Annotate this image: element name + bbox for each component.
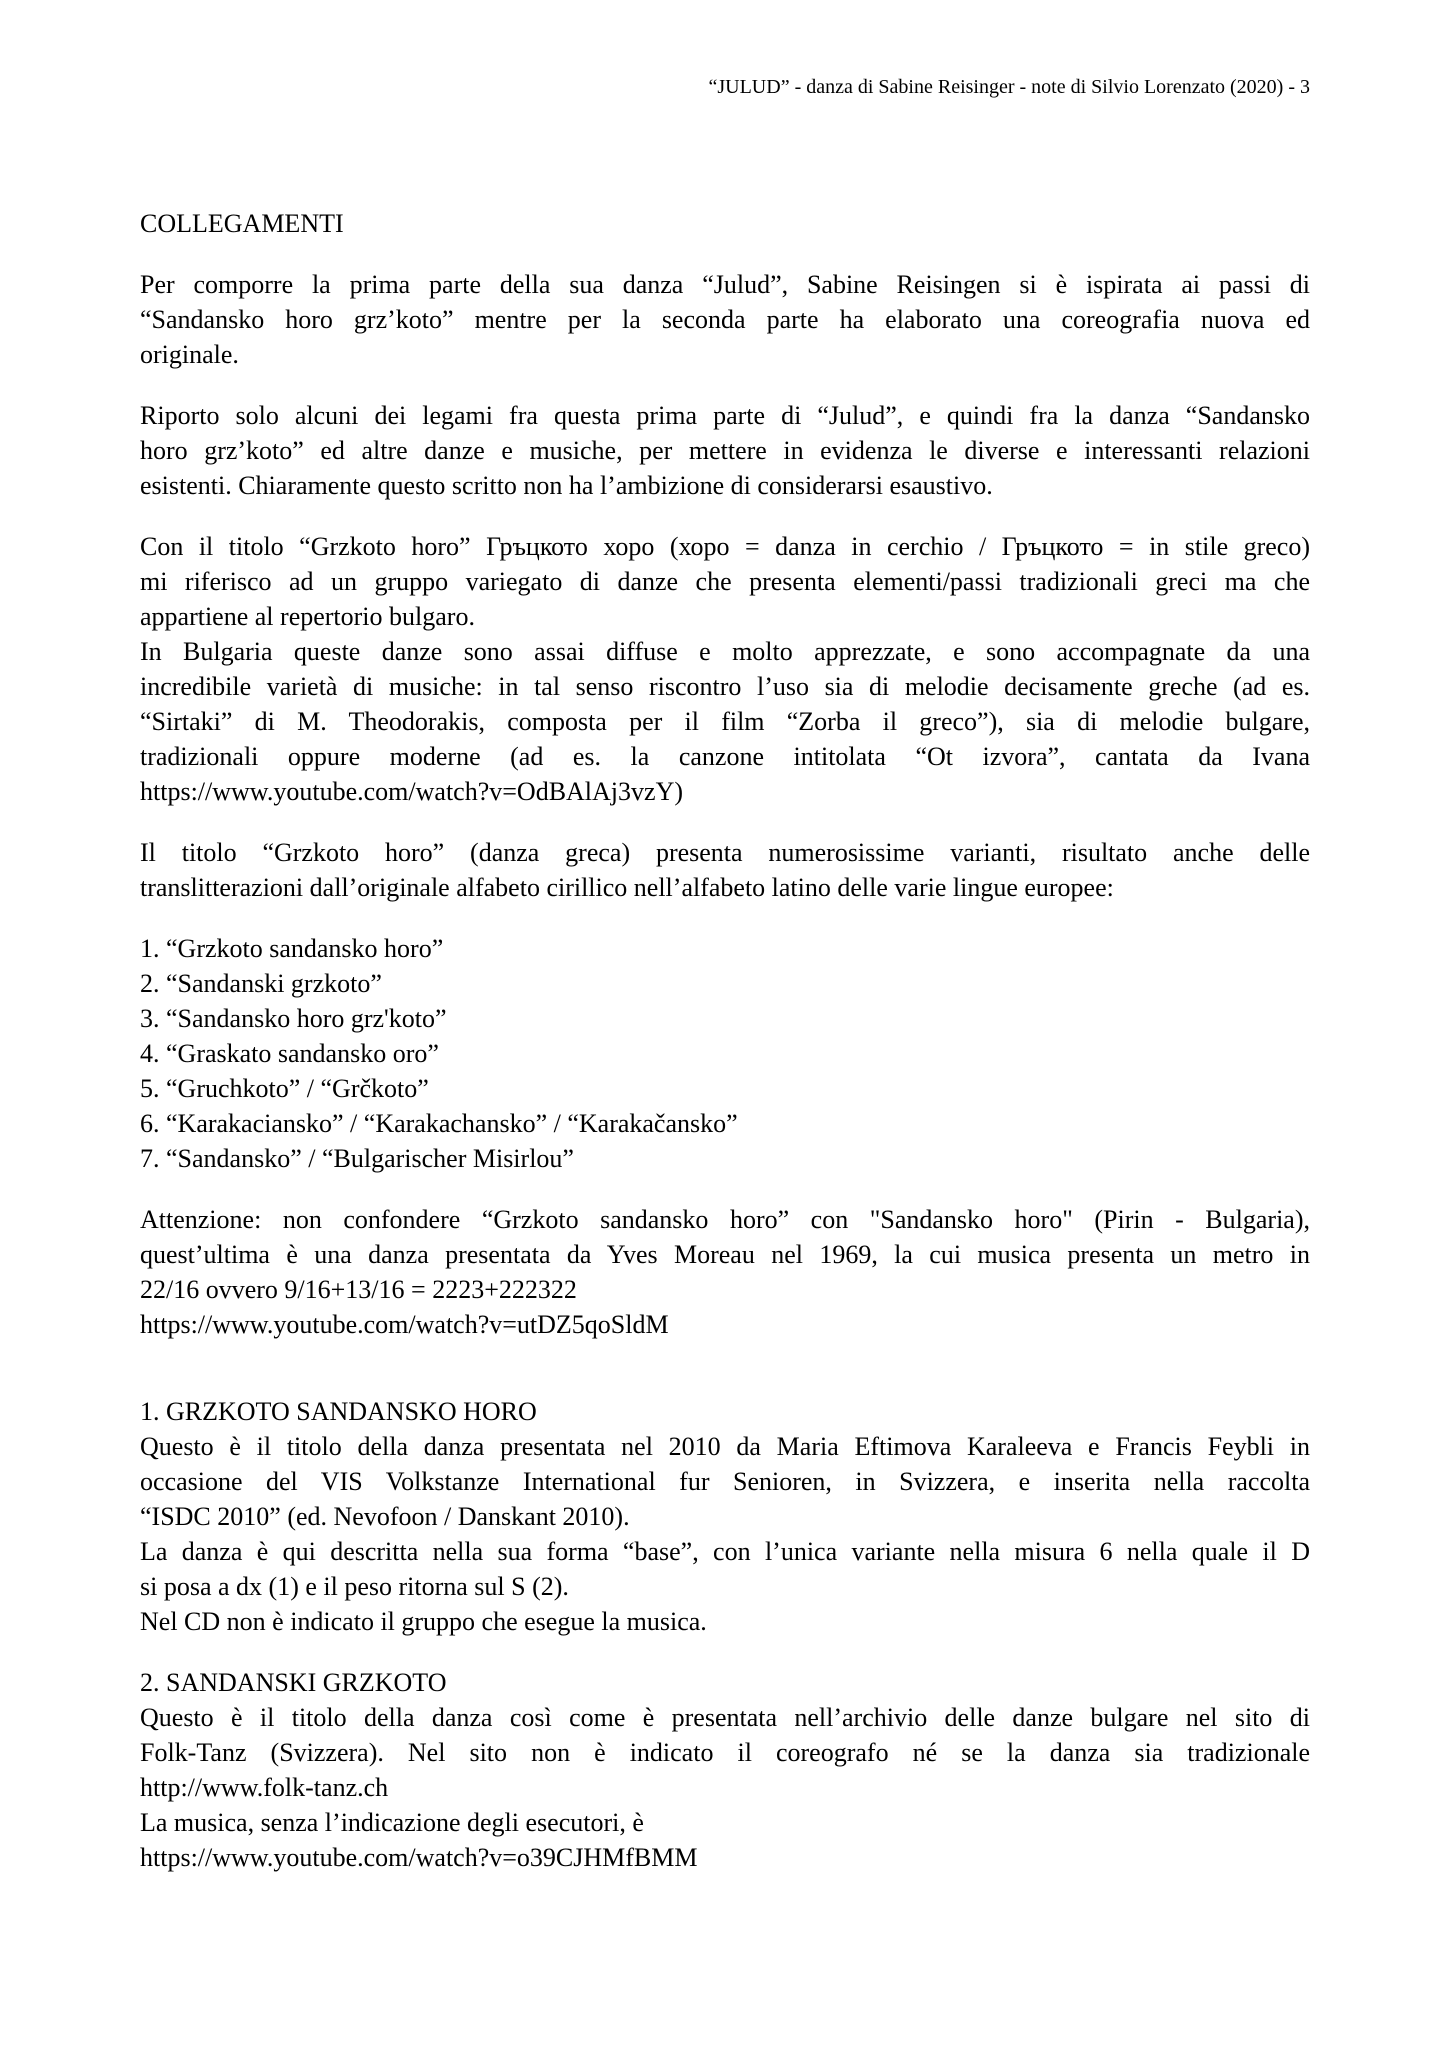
text-line: “Sirtaki” di M. Theodorakis, composta per il film “Zorba il greco”), sia di melodie bulgare, [140, 707, 1310, 736]
text-line: occasione del VIS Volkstanze International fur Senioren, in Svizzera, e inserita nella raccolta [140, 1467, 1310, 1496]
text-line: translitterazioni dall’originale alfabeto cirillico nell’alfabeto latino delle varie lingue europee: [140, 873, 1114, 902]
list-item: 2. “Sandanski grzkoto” [140, 969, 382, 998]
text-line: horo grz’koto” ed altre danze e musiche, per mettere in evidenza le diverse e interessanti relazioni [140, 436, 1310, 465]
paragraph [140, 1700, 1310, 1875]
text-line: Con il titolo “Grzkoto horo” Гръцкото хоро (хоро = danza in cerchio / Гръцкото = in stile greco) [140, 532, 1310, 561]
text-line: originale. [140, 340, 239, 369]
paragraph [140, 835, 1310, 905]
variant-list [140, 931, 1310, 1176]
url-line: https://www.youtube.com/watch?v=utDZ5qoSldM [140, 1310, 669, 1339]
list-item: 7. “Sandansko” / “Bulgarischer Misirlou” [140, 1144, 574, 1173]
text-line: 22/16 ovvero 9/16+13/16 = 2223+222322 [140, 1275, 577, 1304]
text-line: Questo è il titolo della danza presentata nel 2010 da Maria Eftimova Karaleeva e Francis Feybli in [140, 1432, 1310, 1461]
paragraph [140, 1307, 1310, 1342]
spacer [140, 1176, 1310, 1202]
text-line: Il titolo “Grzkoto horo” (danza greca) presenta numerosissime varianti, risultato anche delle [140, 838, 1310, 867]
text-line: Riporto solo alcuni dei legami fra questa prima parte di “Julud”, e quindi fra la danza “Sandansko [140, 401, 1310, 430]
page-content [140, 0, 1310, 1875]
paragraph [140, 1429, 1310, 1639]
text-line: si posa a dx (1) e il peso ritorna sul S (2). [140, 1572, 569, 1601]
text-line: Nel CD non è indicato il gruppo che esegue la musica. [140, 1607, 707, 1636]
spacer [140, 809, 1310, 835]
paragraph [140, 267, 1310, 372]
text-line: tradizionali oppure moderne (ad es. la canzone intitolata “Ot izvora”, cantata da Ivana [140, 742, 1310, 771]
text-line: Folk-Tanz (Svizzera). Nel sito non è indicato il coreografo né se la danza sia tradizionale [140, 1738, 1310, 1767]
spacer [140, 503, 1310, 529]
list-item: 5. “Gruchkoto” / “Grčkoto” [140, 1074, 429, 1103]
text-line: mi riferisco ad un gruppo variegato di danze che presenta elementi/passi tradizionali greci ma che [140, 567, 1310, 596]
text-line: Questo è il titolo della danza così come è presentata nell’archivio delle danze bulgare nel sito di [140, 1703, 1310, 1732]
spacer [140, 1342, 1310, 1394]
spacer [140, 241, 1310, 267]
paragraph [140, 1202, 1310, 1307]
text-line: esistenti. Chiaramente questo scritto non ha l’ambizione di considerarsi esaustivo. [140, 471, 993, 500]
text-line: “Sandansko horo grz’koto” mentre per la seconda parte ha elaborato una coreografia nuova ed [140, 305, 1310, 334]
section-title: 2. SANDANSKI GRZKOTO [140, 1668, 447, 1697]
spacer [140, 905, 1310, 931]
spacer [140, 1639, 1310, 1665]
document-heading: COLLEGAMENTI [140, 209, 344, 238]
text-line: appartiene al repertorio bulgaro. [140, 602, 475, 631]
paragraph [140, 398, 1310, 503]
text-line: quest’ultima è una danza presentata da Yves Moreau nel 1969, la cui musica presenta un metro in [140, 1240, 1310, 1269]
url-line: http://www.folk-tanz.ch [140, 1773, 389, 1802]
paragraph [140, 634, 1310, 809]
text-line: Per comporre la prima parte della sua danza “Julud”, Sabine Reisingen si è ispirata ai passi di [140, 270, 1310, 299]
section-title: 1. GRZKOTO SANDANSKO HORO [140, 1397, 537, 1426]
url-line: https://www.youtube.com/watch?v=o39CJHMfBMM [140, 1843, 698, 1872]
url-line: https://www.youtube.com/watch?v=OdBAlAj3vzY) [140, 777, 684, 806]
text-line: In Bulgaria queste danze sono assai diffuse e molto apprezzate, e sono accompagnate da una [140, 637, 1310, 666]
text-line: La danza è qui descritta nella sua forma “base”, con l’unica variante nella misura 6 nella quale il D [140, 1537, 1310, 1566]
text-line: incredibile varietà di musiche: in tal senso riscontro l’uso sia di melodie decisamente greche (ad es. [140, 672, 1310, 701]
paragraph [140, 529, 1310, 634]
spacer [140, 372, 1310, 398]
document-body [140, 206, 1310, 1875]
text-line: Attenzione: non confondere “Grzkoto sandansko horo” con "Sandansko horo" (Pirin - Bulgaria), [140, 1205, 1310, 1234]
page-header: “JULUD” - danza di Sabine Reisinger - note di Silvio Lorenzato (2020) - 3 [708, 76, 1310, 98]
text-line: “ISDC 2010” (ed. Nevofoon / Danskant 2010). [140, 1502, 630, 1531]
list-item: 6. “Karakaciansko” / “Karakachansko” / “Karakačansko” [140, 1109, 738, 1138]
text-line: La musica, senza l’indicazione degli esecutori, è [140, 1808, 644, 1837]
list-item: 4. “Graskato sandansko oro” [140, 1039, 439, 1068]
list-item: 3. “Sandansko horo grz'koto” [140, 1004, 447, 1033]
list-item: 1. “Grzkoto sandansko horo” [140, 934, 444, 963]
